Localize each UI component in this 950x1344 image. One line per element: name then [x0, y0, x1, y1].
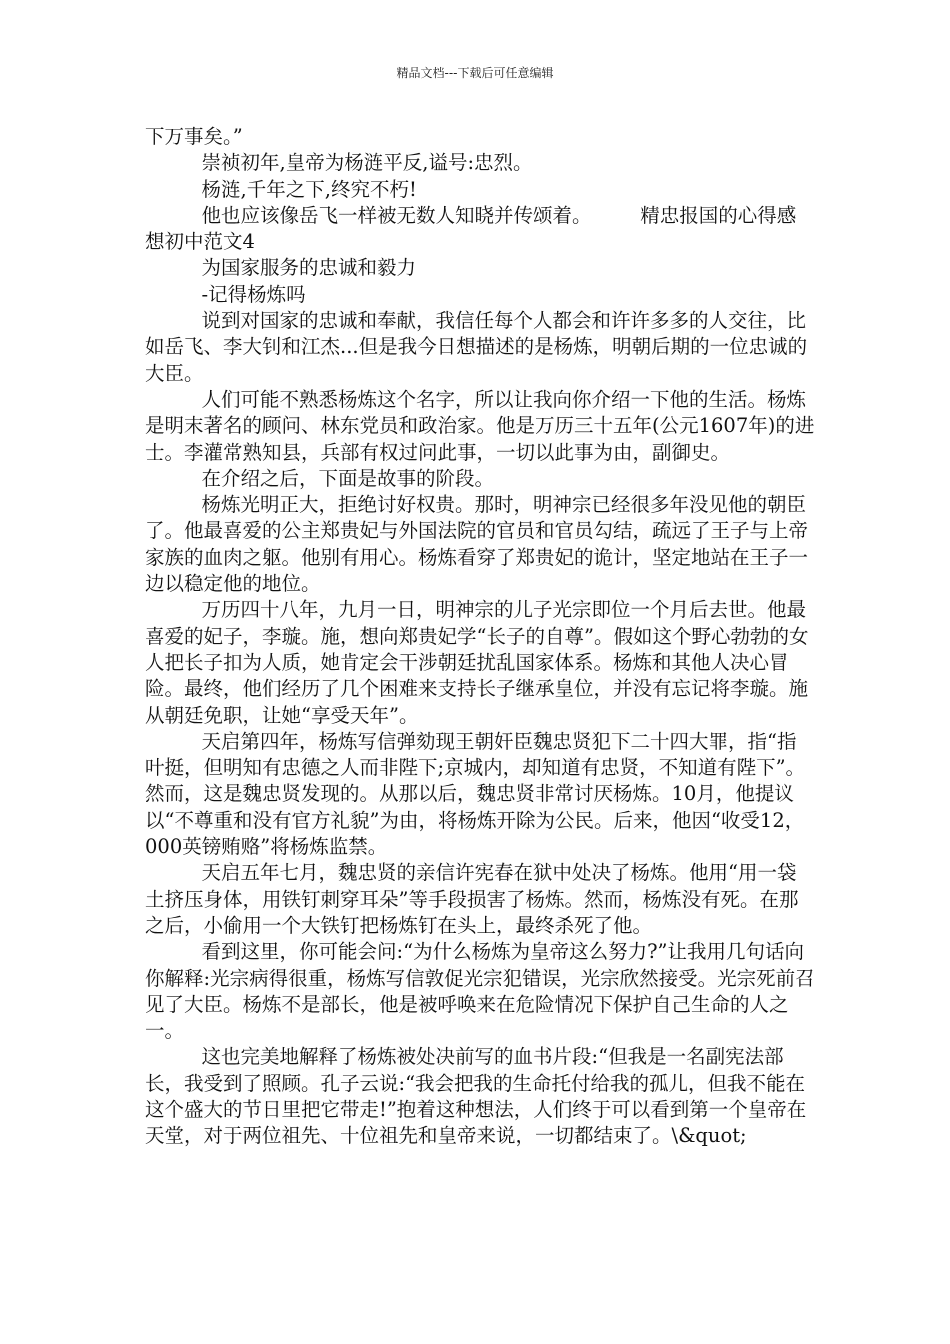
paragraph: 下万事矣。”: [145, 125, 243, 148]
paragraph: 他也应该像岳飞一样被无数人知晓并传颂着。 精忠报国的心得感想初中范文4: [145, 203, 797, 254]
page-header: 精品文档---下载后可任意编辑: [396, 66, 554, 80]
document-body: [145, 124, 815, 1150]
paragraph: 天启第四年，杨炼写信弹劾现王朝奸臣魏忠贤犯下二十四大罪，指“指叶挺，但明知有忠德之人而非陛下;京城内，却知道有忠贤，不知道有陛下”。然而，这是魏忠贤发现的。从那以后，魏忠贤非常讨厌杨炼。10月，他提议以“不尊重和没有官方礼貌”为由，将杨炼开除为公民。后来，他因“收受12，000英镑贿赂”将杨炼监禁。: [145, 729, 806, 859]
essay-title: 为国家服务的忠诚和毅力: [201, 256, 417, 280]
paragraph: 在介绍之后，下面是故事的阶段。: [201, 466, 495, 490]
essay-subtitle: -记得杨炼吗: [201, 282, 306, 306]
paragraph: 看到这里，你可能会问:“为什么杨炼为皇帝这么努力?”让我用几句话向你解释:光宗病得很重，杨炼写信敦促光宗犯错误，光宗欣然接受。光宗死前召见了大臣。杨炼不是部长，他是被呼唤来在危险情况下保护自己生命的人之一。: [145, 940, 815, 1043]
paragraph: 万历四十八年，九月一日，明神宗的儿子光宗即位一个月后去世。他最喜爱的妃子，李璇。施，想向郑贵妃学“长子的自尊”。假如这个野心勃勃的女人把长子扣为人质，她肯定会干涉朝廷扰乱国家体系。杨炼和其他人决心冒险。最终，他们经历了几个困难来支持长子继承皇位，并没有忘记将李璇。施从朝廷免职，让她“享受天年”。: [145, 598, 809, 727]
paragraph: 天启五年七月，魏忠贤的亲信许宪春在狱中处决了杨炼。他用“用一袋土挤压身体，用铁钉刺穿耳朵”等手段损害了杨炼。然而，杨炼没有死。在那之后，小偷用一个大铁钉把杨炼钉在头上，最终杀死了他。: [145, 861, 799, 937]
paragraph: 崇祯初年,皇帝为杨涟平反,谥号:忠烈。: [201, 151, 533, 175]
paragraph: 杨炼光明正大，拒绝讨好权贵。那时，明神宗已经很多年没见他的朝臣了。他最喜爱的公主郑贵妃与外国法院的官员和官员勾结，疏远了王子与上帝家族的血肉之躯。他别有用心。杨炼看穿了郑贵妃的诡计，坚定地站在王子一边以稳定他的地位。: [145, 493, 809, 596]
paragraph: 这也完美地解释了杨炼被处决前写的血书片段:“但我是一名副宪法部长，我受到了照顾。孔子云说:“我会把我的生命托付给我的孤儿，但我不能在这个盛大的节日里把它带走!”抱着这种想法，人们终于可以看到第一个皇帝在天堂，对于两位祖先、十位祖先和皇帝来说，一切都结束了。\&quot;: [145, 1045, 807, 1148]
paragraph: 说到对国家的忠诚和奉献，我信任每个人都会和许许多多的人交往，比如岳飞、李大钊和江杰...但是我今日想描述的是杨炼，明朝后期的一位忠诚的大臣。: [145, 309, 808, 385]
paragraph: 人们可能不熟悉杨炼这个名字，所以让我向你介绍一下他的生活。杨炼是明末著名的顾问、林东党员和政治家。他是万历三十五年(公元1607年)的进士。李灌常熟知县，兵部有权过问此事，一切以此事为由，副御史。: [145, 387, 815, 464]
paragraph: 杨涟,千年之下,终究不朽!: [201, 177, 417, 201]
